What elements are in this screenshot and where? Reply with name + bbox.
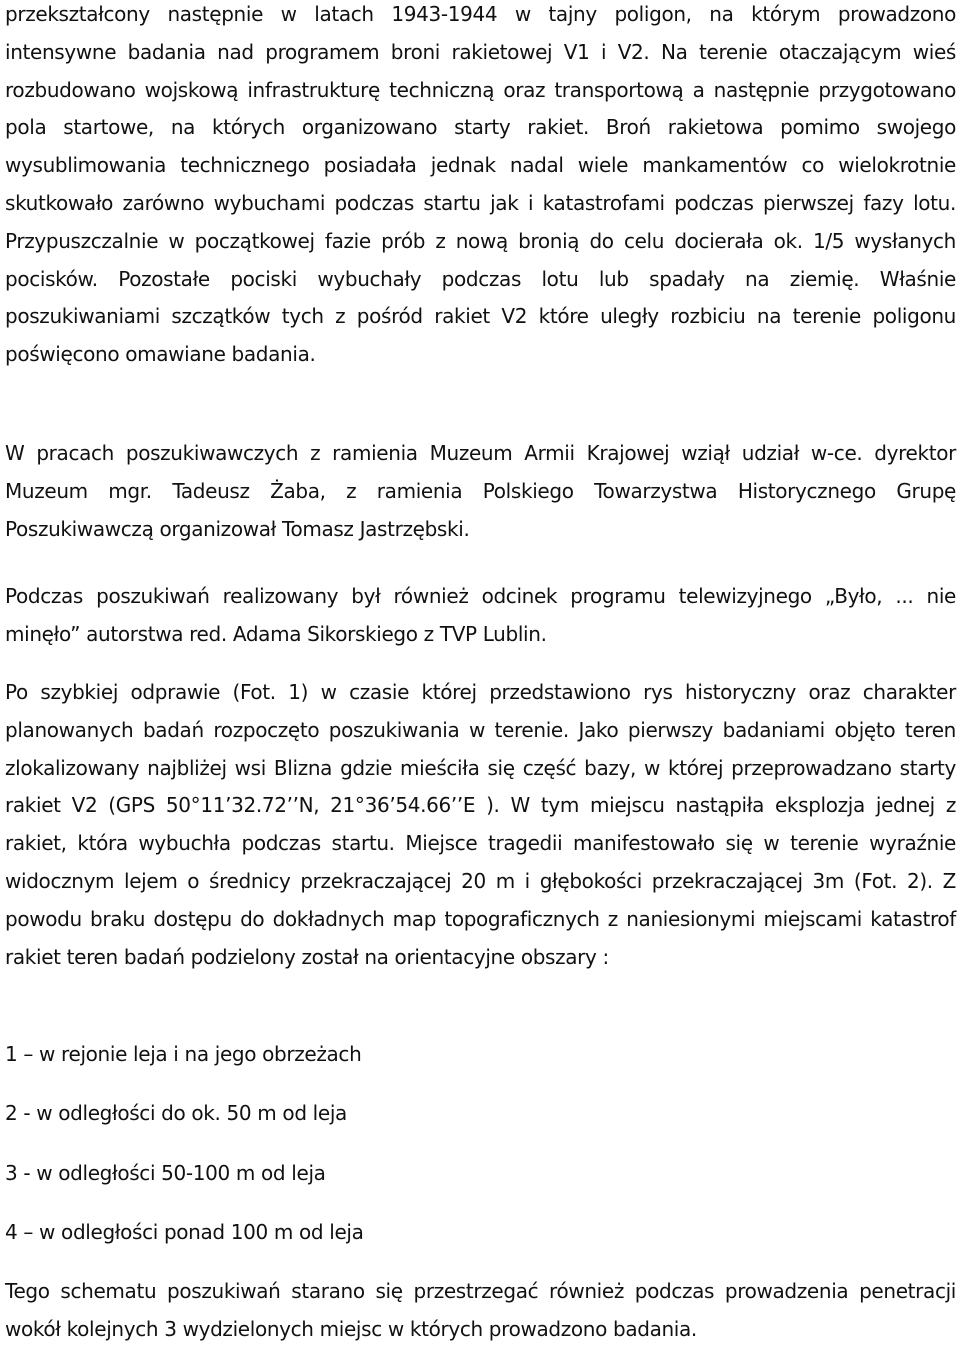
paragraph-search-start: Po szybkiej odprawie (Fot. 1) w czasie której przedstawiono rys historyczny oraz charakter planowanych badań rozpoczęto poszukiwania w terenie. Jako pierwszy badaniami objęto teren zlokalizowany najbliżej wsi Blizna gdzie mieściła się część bazy, w której przeprowadzano starty rakiet V2 (GPS 50°11’32.72’’N, 21°36’54.66’’E ). W tym miejscu nastąpiła eksplozja jednej z rakiet, która wybuchła podczas startu. Miejsce tragedii manifestowało się w terenie wyraźnie widocznym lejem o średnicy przekraczającej 20 m i głębokości przekraczającej 3m (Fot. 2). Z powodu braku dostępu do dokładnych map topograficznych z naniesionymi miejscami katastrof rakiet teren badań podzielony został na orientacyjne obszary :: [5, 680, 956, 969]
paragraph-tv-program: Podczas poszukiwań realizowany był również odcinek programu telewizyjnego „Było, ... nie minęło” autorstwa red. Adama Sikorskiego z TVP Lublin.: [5, 584, 956, 646]
paragraph-history: przekształcony następnie w latach 1943-1944 w tajny poligon, na którym prowadzono intensywne badania nad programem broni rakietowej V1 i V2. Na terenie otaczającym wieś rozbudowano wojskową infrastrukturę techniczną oraz transportową a następnie przygotowano pola startowe, na których organizowano starty rakiet. Broń rakietowa pomimo swojego wysublimowania technicznego posiadała jednak nadal wiele mankamentów co wielokrotnie skutkowało zarówno wybuchami podczas startu jak i katastrofami podczas pierwszej fazy lotu. Przypuszczalnie w początkowej fazie prób z nową bronią do celu docierała ok. 1/5 wysłanych pocisków. Pozostałe pociski wybuchały podczas lotu lub spadały na ziemię. Właśnie poszukiwaniami szczątków tych z pośród rakiet V2 które uległy rozbiciu na terenie poligonu poświęcono omawiane badania.: [5, 2, 956, 367]
zone-list-item-4: 4 – w odległości ponad 100 m od leja: [5, 1220, 364, 1244]
paragraph-participants: W pracach poszukiwawczych z ramienia Muzeum Armii Krajowej wziął udział w-ce. dyrektor Muzeum mgr. Tadeusz Żaba, z ramienia Polskiego Towarzystwa Historycznego Grupę Poszukiwawczą organizował Tomasz Jastrzębski.: [5, 441, 956, 541]
zone-list-item-3: 3 - w odległości 50-100 m od leja: [5, 1161, 326, 1185]
paragraph-closing: Tego schematu poszukiwań starano się przestrzegać również podczas prowadzenia penetracji wokół kolejnych 3 wydzielonych miejsc w których prowadzono badania.: [5, 1279, 956, 1341]
zone-list-item-1: 1 – w rejonie leja i na jego obrzeżach: [5, 1042, 362, 1066]
zone-list-item-2: 2 - w odległości do ok. 50 m od leja: [5, 1101, 347, 1125]
